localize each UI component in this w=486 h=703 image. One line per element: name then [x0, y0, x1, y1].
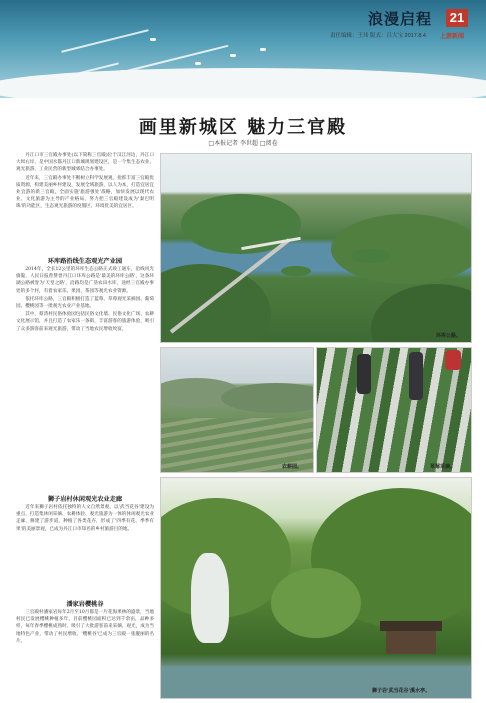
section-title: 潘家岩樱桃谷: [66, 601, 104, 608]
person: [445, 350, 461, 370]
strawberry-photo-caption: 草莓采摘。: [430, 464, 456, 470]
credits-line: 责任编辑：王玮 版式：吕大宝 2017.8.4: [330, 33, 426, 39]
section-paragraph: 三官殿村潘家岩每年2月至10月都是一片花海果林的盛景，当地村民已发展樱桃种植多年，目前樱桃园面积已达到千余亩，品种多样，每年春季樱桃成熟时，吸引了大批游客前来采摘、观光，成为当地特色产业，带动了村民增收，'樱桃谷'已成为三官殿一张靓丽的名片。: [16, 610, 154, 644]
farm-photo-caption: 农耕园。: [282, 464, 303, 470]
section-body: [16, 266, 154, 436]
person: [357, 354, 371, 394]
pavilion-roof: [380, 621, 442, 631]
strawberry-photo: [316, 347, 472, 473]
boat: [195, 62, 201, 65]
island: [281, 266, 311, 276]
garden-photo: [160, 477, 472, 699]
section-paragraph: 近年来狮子岩村依托独特的人文自然景观，以'武当花谷'建设为重点，打造集休闲采摘、农耕体验、观光旅游为一体的休闲观光农业走廊，修建了游步道，种植了各类花卉，形成了'四季有花、季季有果'的美丽景观，已成为丹江口市知名的乡村旅游目的地。: [16, 505, 154, 532]
main-photo-lake-road: [160, 153, 472, 343]
headline: 画里新城区 魅力三官殿: [138, 117, 348, 138]
boat: [150, 38, 156, 41]
main-photo-caption: 环库公路。: [436, 333, 462, 339]
tree-canopy: [271, 568, 361, 638]
boat: [230, 54, 236, 57]
garden-photo-caption: 狮子岩'武当花谷'溪水亭。: [372, 688, 431, 694]
section-paragraph: 其中，蔡湾村民俗体验园包括民俗文化墙、民俗文化广场、农耕文化展示馆，并且打造了农家乐一条街，丰富游客的旅游体验，吸引了众多游客前来观光旅游，带动了当地农民增收致富。: [16, 312, 154, 332]
masthead-wave: [0, 68, 486, 98]
section-title: 环库路沿线生态观光产业园: [47, 258, 123, 265]
section-paragraph: 2014年，全长12公里的环库生态公路正式竣工通车，沿线风光旖旎，人民日报曾赞誉丹江口环库公路是'最美的环库公路'，这条环湖公路被誉为'天堂之路'，沿路均是广垦农田水库，途经三官殿办事处的多个村，有着农家乐、果园、茶园等观光农业资源。: [16, 267, 154, 294]
pavilion: [386, 628, 436, 654]
farm-photo: [160, 347, 314, 473]
byline: □本报记者 李世超 □阅卷: [208, 140, 278, 147]
section-name: 浪漫启程: [368, 10, 433, 28]
intro-paragraph: 近年来，三官殿办事处不断树立科学发展观，抢抓丰富三官殿优质资源，构建美丽乡村建设，发展全域旅游，以人为本，打造宜居宜业宜游的新三官殿，全面实施'旅游强处'战略，加快发展以现代农业、文化旅游为主导的产业格局，努力把三官殿建设成为'秦巴明珠'的功能区，生态观光旅游的度假区、环境优美的宜居区。: [16, 175, 154, 210]
section-title: 狮子岩村休闲观光农业走廊: [47, 496, 123, 503]
boat-wake: [61, 29, 149, 53]
intro-text: [16, 152, 154, 252]
hill: [221, 383, 314, 413]
boat: [260, 48, 266, 51]
hill: [160, 264, 271, 343]
island: [351, 249, 391, 263]
hill: [331, 214, 472, 284]
intro-paragraph: 丹江口市三官殿办事处(以下简称三官殿)位于汉江河边，丹江口大坝右岸，是中国水都丹江口新城规划建设区，是一个集生态农业、观光旅游、工业民营的新型城郊结合办事处。: [16, 153, 154, 173]
stone-sculpture: [191, 553, 229, 643]
section-body: [16, 609, 154, 695]
paper-name: 上游新闻: [440, 34, 465, 40]
person: [409, 352, 423, 400]
page-number: 21: [446, 9, 468, 27]
section-paragraph: 依托环库公路，三官殿积极打造了蓝莓、草莓观光采摘园、葡萄园、樱桃园等一批观光农业产业基地。: [16, 296, 154, 310]
section-body: [16, 504, 154, 596]
